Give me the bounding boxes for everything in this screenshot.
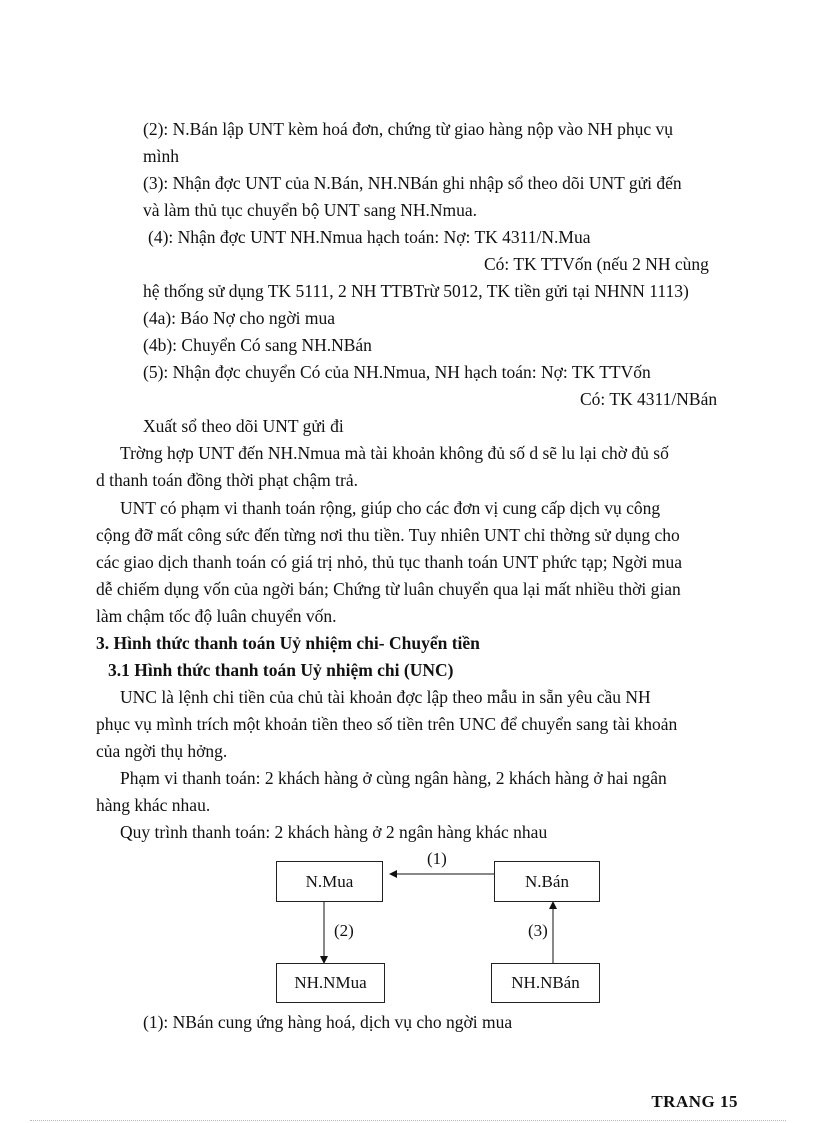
edge-label-1: (1): [427, 849, 447, 868]
text-line: (3): Nhận đợc UNT của N.Bán, NH.NBán ghi nhập sổ theo dõi UNT gửi đến: [143, 173, 682, 193]
text-line: (4b): Chuyển Có sang NH.NBán: [143, 335, 372, 355]
node-nmua: N.Mua: [276, 861, 383, 902]
text-line: cộng đỡ mất công sức đến từng nơi thu tiền. Tuy nhiên UNT chỉ thờng sử dụng cho: [96, 525, 680, 545]
page-number: TRANG 15: [651, 1092, 738, 1111]
text-line: các giao dịch thanh toán có giá trị nhỏ, thủ tục thanh toán UNT phức tạp; Ngời mua: [96, 552, 683, 572]
text-line: và làm thủ tục chuyển bộ UNT sang NH.Nmua.: [143, 200, 478, 220]
text-line: Có: TK 4311/NBán: [580, 389, 718, 409]
footer-divider: [30, 1120, 786, 1121]
node-nh-nmua: NH.NMua: [276, 963, 385, 1003]
text-line: dễ chiếm dụng vốn của ngời bán; Chứng từ luân chuyển qua lại mất nhiều thời gian: [96, 579, 681, 599]
text-line: hàng khác nhau.: [96, 795, 211, 815]
text-line: làm chậm tốc độ luân chuyển vốn.: [96, 606, 337, 626]
text-line: Trờng hợp UNT đến NH.Nmua mà tài khoản không đủ số d sẽ lu lại chờ đủ số: [120, 443, 669, 463]
section-heading: 3. Hình thức thanh toán Uỷ nhiệm chi- Chuyển tiền: [96, 633, 480, 653]
text-line: UNT có phạm vi thanh toán rộng, giúp cho các đơn vị cung cấp dịch vụ công: [120, 498, 661, 518]
text-line: Xuất sổ theo dõi UNT gửi đi: [143, 416, 344, 436]
text-line: (4): Nhận đợc UNT NH.Nmua hạch toán: Nợ: TK 4311/N.Mua: [148, 227, 591, 247]
edge-label-3: (3): [528, 921, 548, 940]
text-line: (4a): Báo Nợ cho ngời mua: [143, 308, 336, 328]
text-line: Phạm vi thanh toán: 2 khách hàng ở cùng ngân hàng, 2 khách hàng ở hai ngân: [120, 768, 667, 788]
node-nh-nban: NH.NBán: [491, 963, 600, 1003]
text-line: mình: [143, 146, 179, 166]
text-line: Có: TK TTVốn (nếu 2 NH cùng: [484, 254, 709, 274]
node-nban: N.Bán: [494, 861, 600, 902]
edge-label-2: (2): [334, 921, 354, 940]
text-line: (5): Nhận đợc chuyển Có của NH.Nmua, NH hạch toán: Nợ: TK TTVốn: [143, 362, 651, 382]
text-line: Quy trình thanh toán: 2 khách hàng ở 2 ngân hàng khác nhau: [120, 822, 548, 842]
subsection-heading: 3.1 Hình thức thanh toán Uỷ nhiệm chi (UNC): [108, 660, 454, 680]
text-line: của ngời thụ hởng.: [96, 741, 228, 761]
text-line: (1): NBán cung ứng hàng hoá, dịch vụ cho ngời mua: [143, 1012, 513, 1032]
text-line: d thanh toán đồng thời phạt chậm trả.: [96, 470, 358, 490]
text-line: (2): N.Bán lập UNT kèm hoá đơn, chứng từ giao hàng nộp vào NH phục vụ: [143, 119, 673, 139]
text-line: hệ thống sử dụng TK 5111, 2 NH TTBTrừ 5012, TK tiền gửi tại NHNN 1113): [143, 281, 689, 301]
text-line: phục vụ mình trích một khoản tiền theo số tiền trên UNC để chuyển sang tài khoản: [96, 714, 678, 734]
text-line: UNC là lệnh chi tiền của chủ tài khoản đợc lập theo mẫu in sẵn yêu cầu NH: [120, 687, 651, 707]
